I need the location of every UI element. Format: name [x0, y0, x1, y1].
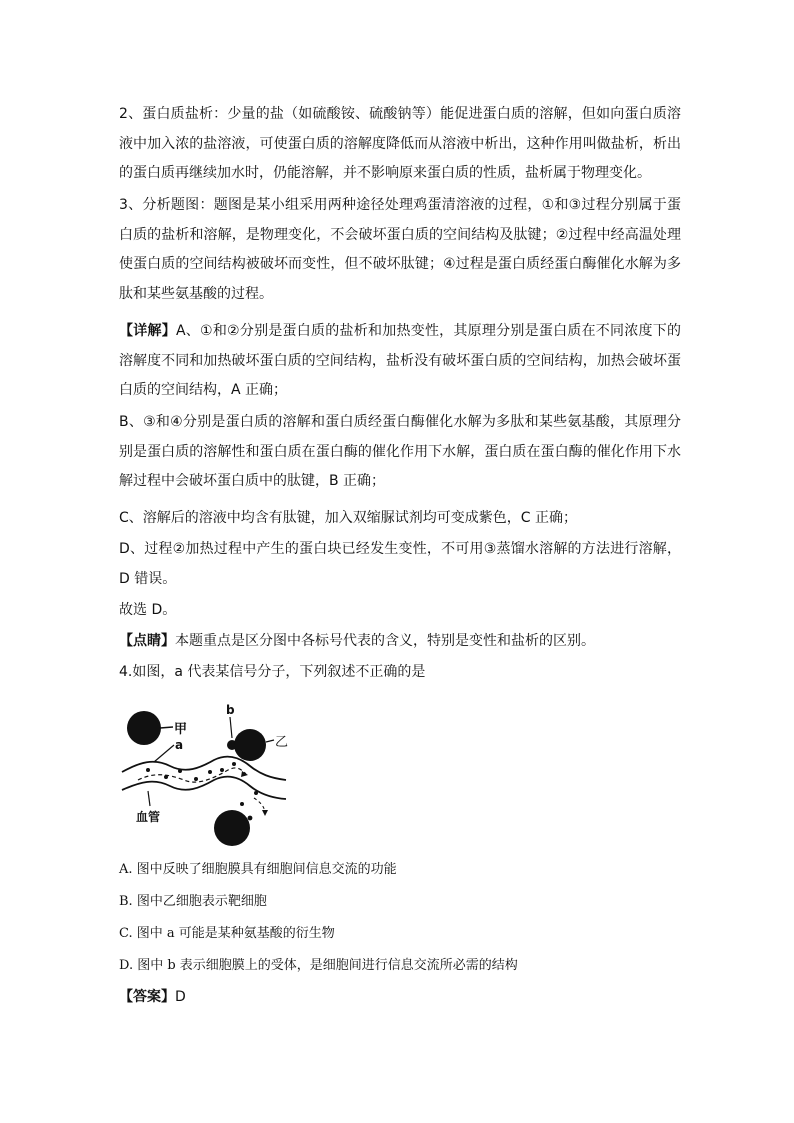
answer-value: D — [175, 989, 186, 1005]
leader-xueguan — [148, 791, 150, 806]
detail-d: D、过程②加热过程中产生的蛋白块已经发生变性，不可用③蒸馏水溶解的方法进行溶解，D 错误。 — [119, 541, 681, 587]
explanation-paragraph-3: 3、分析题图：题图是某小组采用两种途径处理鸡蛋清溶液的过程，①和③过程分别属于蛋白质的盐析和溶解，是物理变化，不会破坏蛋白质的空间结构及肽键；②过程中经高温处理使蛋白质的空间结构被破坏而变性，但不破坏肽键；④过程是蛋白质经蛋白酶催化水解为多肽和某些氨基酸的过程。 — [119, 197, 681, 302]
option-b: B. 图中乙细胞表示靶细胞 — [119, 894, 267, 909]
answer-line — [119, 987, 186, 1007]
signal-molecule — [220, 768, 224, 772]
signal-molecule — [178, 769, 182, 773]
cell-jia — [127, 711, 161, 745]
label-xueguan: 血管 — [136, 810, 161, 824]
detail-c: C、溶解后的溶液中均含有肽键，加入双缩脲试剂均可变成紫色，C 正确； — [119, 510, 577, 526]
leader-yi — [266, 740, 274, 742]
point-note — [119, 631, 595, 651]
signal-molecule — [208, 770, 212, 774]
leader-jia — [160, 727, 173, 728]
leader-b — [230, 717, 232, 738]
option-a: A. 图中反映了细胞膜具有细胞间信息交流的功能 — [119, 862, 397, 877]
flow-arrow-exit — [254, 798, 265, 812]
detail-tag: 【详解】 — [119, 323, 176, 339]
question-4-stem: 4.如图，a 代表某信号分子，下列叙述不正确的是 — [119, 664, 426, 680]
cell-other-dot — [248, 816, 253, 821]
signal-molecule — [146, 768, 150, 772]
signal-molecule — [232, 762, 236, 766]
cell-yi — [234, 729, 266, 761]
vessel-wall-lower — [122, 777, 286, 799]
answer-tag: 【答案】 — [119, 989, 175, 1005]
point-text: 本题重点是区分图中各标号代表的含义，特别是变性和盐析的区别。 — [175, 633, 595, 649]
choose-answer: 故选 D。 — [119, 602, 177, 618]
option-c: C. 图中 a 可能是某种氨基酸的衍生物 — [119, 926, 335, 941]
signal-molecule — [164, 775, 168, 779]
point-tag: 【点睛】 — [119, 633, 175, 649]
signal-molecule — [240, 802, 244, 806]
label-jia: 甲 — [174, 722, 188, 737]
option-d: D. 图中 b 表示细胞膜上的受体，是细胞间进行信息交流所必需的结构 — [119, 958, 518, 973]
label-a: a — [175, 738, 184, 752]
label-yi: 乙 — [275, 735, 289, 750]
signal-molecule — [194, 777, 198, 781]
cell-other — [214, 810, 250, 846]
detail-b: B、③和④分别是蛋白质的溶解和蛋白质经蛋白酶催化水解为多肽和某些氨基酸，其原理分别是蛋白质的溶解性和蛋白质在蛋白酶的催化作用下水解，蛋白质在蛋白酶的催化作用下水解过程中会破坏蛋白质中的肽键，B 正确； — [119, 414, 681, 489]
cell-signaling-figure — [118, 700, 308, 850]
flow-arrow-exit-head — [262, 810, 268, 816]
explanation-paragraph-2: 2、蛋白质盐析：少量的盐（如硫酸铵、硫酸钠等）能促进蛋白质的溶解，但如向蛋白质溶液中加入浓的盐溶液，可使蛋白质的溶解度降低而从溶液中析出，这种作用叫做盐析，析出的蛋白质再继续加水时，仍能溶解，并不影响原来蛋白质的性质，盐析属于物理变化。 — [119, 106, 681, 181]
label-b: b — [226, 703, 235, 717]
leader-a — [154, 745, 174, 762]
signal-molecule — [254, 791, 258, 795]
detail-a-text: A、①和②分别是蛋白质的盐析和加热变性，其原理分别是蛋白质在不同浓度下的溶解度不同和加热破坏蛋白质的空间结构，盐析没有破坏蛋白质的空间结构，加热会破坏蛋白质的空间结构，A 正确； — [119, 323, 682, 398]
detail-a — [119, 317, 681, 406]
